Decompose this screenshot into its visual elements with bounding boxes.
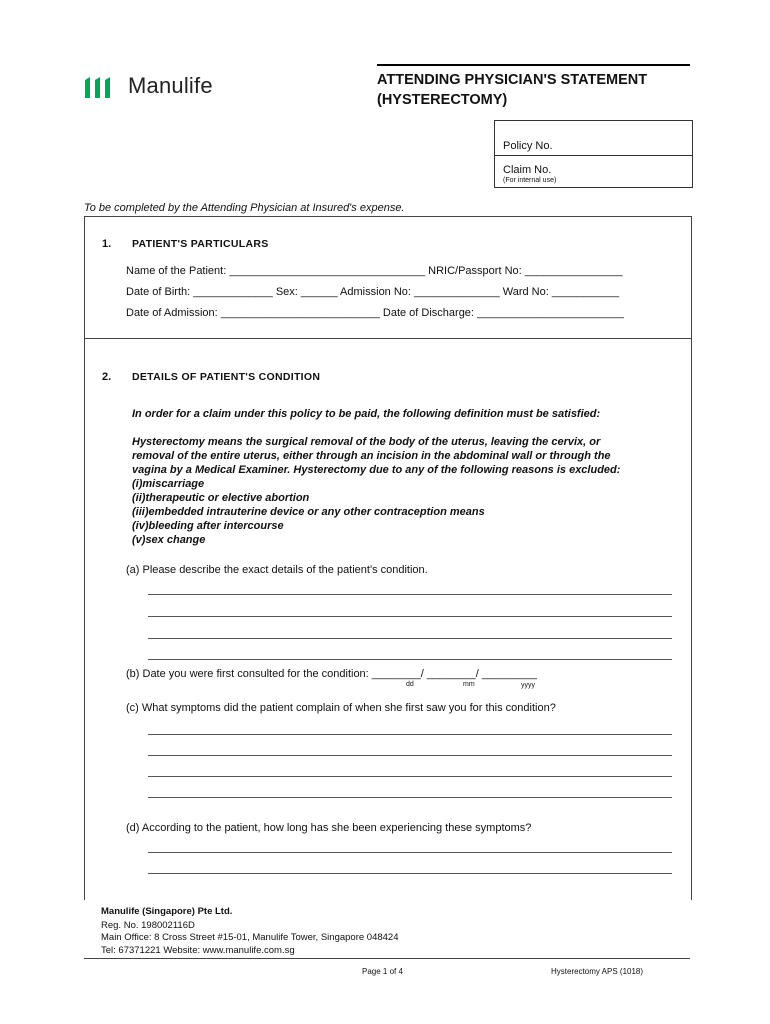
footer-address: Main Office: 8 Cross Street #15-01, Manulife Tower, Singapore 048424 [101,932,399,943]
page-number: Page 1 of 4 [362,967,403,976]
exclusion-item: (v)sex change [132,534,206,546]
answer-line-a4[interactable] [148,659,672,660]
section1-title: PATIENT'S PARTICULARS [132,238,269,250]
definition-line: vagina by a Medical Examiner. Hysterectomy due to any of the following reasons is excluded: [132,464,621,476]
question-d: (d) According to the patient, how long has she been experiencing these symptoms? [126,822,532,834]
exclusion-item: (iv)bleeding after intercourse [132,520,284,532]
birth-sex-admission-row[interactable]: Date of Birth: _____________ Sex: ______ Admission No: ______________ Ward No: ___________ [126,286,620,298]
answer-line-c3[interactable] [148,776,672,777]
question-c: (c) What symptoms did the patient complain of when she first saw you for this condition? [126,702,556,714]
definition-intro: In order for a claim under this policy to be paid, the following definition must be satisfied: [132,408,601,420]
title-rule [377,64,690,66]
policy-claim-divider [494,155,692,156]
date-unit-yyyy: yyyy [521,682,535,689]
brand-name: Manulife [128,73,213,98]
question-a: (a) Please describe the exact details of the patient's condition. [126,564,428,576]
instruction-text: To be completed by the Attending Physician at Insured's expense. [84,202,405,214]
page-subtitle: (HYSTERECTOMY) [377,92,508,108]
answer-line-a3[interactable] [148,638,672,639]
claim-no-field[interactable]: Claim No. [503,164,552,176]
date-unit-dd: dd [406,681,414,688]
exclusion-item: (ii)therapeutic or elective abortion [132,492,310,504]
section-divider [84,338,691,339]
footer-company: Manulife (Singapore) Pte Ltd. [101,906,233,917]
answer-line-a2[interactable] [148,616,672,617]
answer-line-c2[interactable] [148,755,672,756]
admission-discharge-row[interactable]: Date of Admission: __________________________ Date of Discharge: ________________________ [126,307,624,319]
footer-contact: Tel: 67371221 Website: www.manulife.com.sg [101,945,295,956]
answer-line-d2[interactable] [148,873,672,874]
section2-title: DETAILS OF PATIENT'S CONDITION [132,371,321,383]
footer-reg-no: Reg. No. 198002116D [101,920,195,931]
footer-rule [84,958,690,959]
date-unit-mm: mm [463,681,475,688]
patient-name-row[interactable]: Name of the Patient: ________________________________ NRIC/Passport No: ________________ [126,265,623,277]
document-reference: Hysterectomy APS (1018) [551,967,644,976]
answer-line-a1[interactable] [148,594,672,595]
exclusion-item: (i)miscarriage [132,478,205,490]
answer-line-c4[interactable] [148,797,672,798]
answer-line-c1[interactable] [148,734,672,735]
manulife-logo-icon [84,75,114,99]
section2-number: 2. [102,371,112,383]
question-b-date-field[interactable]: (b) Date you were first consulted for the condition: ________/ ________/ _________ [126,668,537,680]
claim-internal-note: (For internal use) [503,177,557,184]
definition-line: Hysterectomy means the surgical removal of the body of the uterus, leaving the cervix, or [132,436,601,448]
answer-line-d1[interactable] [148,852,672,853]
definition-line: removal of the entire uterus, either through an incision in the abdominal wall or through the [132,450,611,462]
page-title: ATTENDING PHYSICIAN'S STATEMENT [377,72,648,88]
policy-no-field[interactable]: Policy No. [503,140,553,152]
exclusion-item: (iii)embedded intrauterine device or any other contraception means [132,506,485,518]
section1-number: 1. [102,238,112,250]
